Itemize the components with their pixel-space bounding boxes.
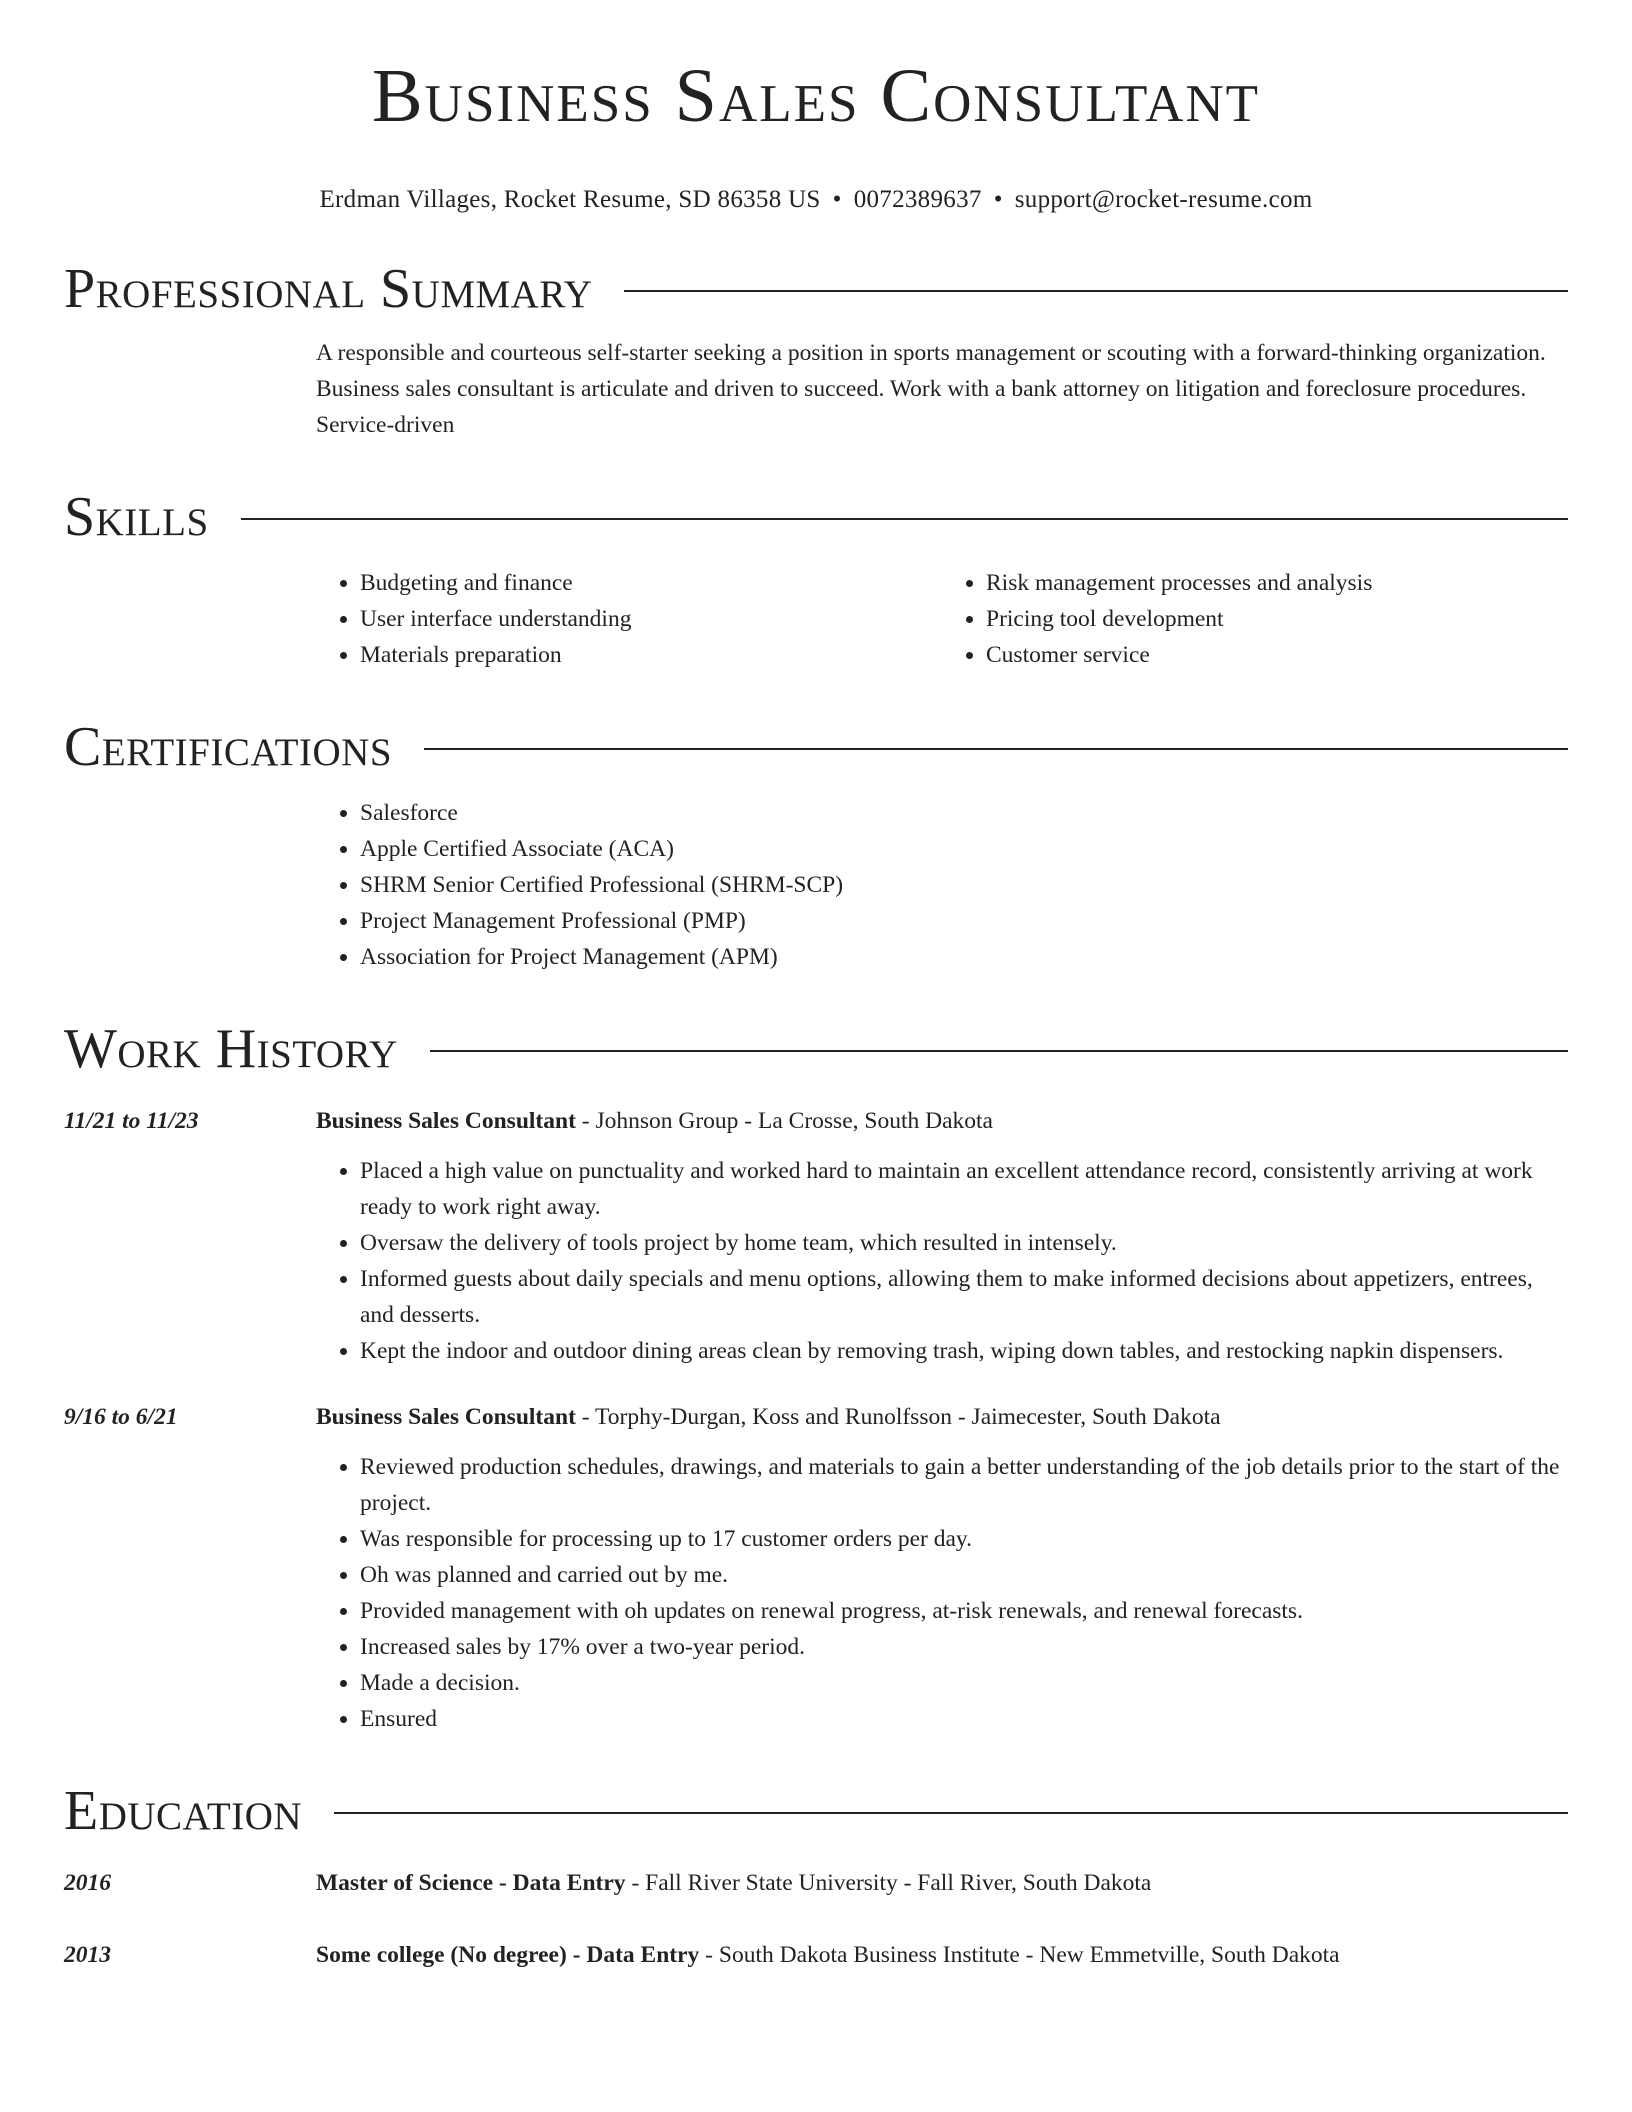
- section-divider: [424, 748, 1568, 750]
- skills-list: [316, 565, 1568, 673]
- job-bullet: • Placed a high value on punctuality and worked hard to maintain an excellent attendance record, consistently arriving at work ready to work right away.: [360, 1153, 1568, 1225]
- education-year: 2016: [64, 1869, 111, 1896]
- education-degree: Some college (No degree) - Data Entry: [316, 1941, 700, 1968]
- summary-heading: Professional Summary: [64, 257, 593, 320]
- job-dates: 9/16 to 6/21: [64, 1403, 178, 1430]
- job-employer: - Torphy-Durgan, Koss and Runolfsson - Jaimecester, South Dakota: [575, 1403, 1221, 1430]
- education-degree: Master of Science - Data Entry: [316, 1869, 626, 1896]
- job-bullet: • Kept the indoor and outdoor dining areas clean by removing trash, wiping down tables, and restocking napkin dispensers.: [360, 1333, 1568, 1369]
- contact-email: support@rocket-resume.com: [1014, 185, 1313, 213]
- work-section-header: [64, 1017, 1568, 1080]
- skill-item: • Customer service: [986, 637, 1568, 673]
- section-divider: [430, 1050, 1568, 1052]
- job-entry: [64, 1399, 1568, 1737]
- education-school: - Fall River State University - Fall River, South Dakota: [625, 1869, 1152, 1896]
- certification-item: • Association for Project Management (APM): [360, 939, 1568, 975]
- education-section-header: [64, 1779, 1568, 1842]
- job-bullet: • Informed guests about daily specials and menu options, allowing them to make informed decisions about appetizers, entrees, and desserts.: [360, 1261, 1568, 1333]
- job-title-line: [316, 1103, 1568, 1139]
- certification-item: • SHRM Senior Certified Professional (SHRM-SCP): [360, 867, 1568, 903]
- job-bullet: • Increased sales by 17% over a two-year period.: [360, 1629, 1568, 1665]
- summary-section-header: [64, 257, 1568, 320]
- education-line: [316, 1937, 1340, 1973]
- skill-item: • Pricing tool development: [986, 601, 1568, 637]
- job-title: Business Sales Consultant: [316, 1107, 576, 1134]
- skill-item: • Materials preparation: [360, 637, 942, 673]
- certifications-heading: Certifications: [64, 715, 393, 778]
- section-divider: [624, 290, 1568, 292]
- skills-column-right: [942, 565, 1568, 673]
- education-heading: Education: [64, 1779, 303, 1842]
- skill-item: • Budgeting and finance: [360, 565, 942, 601]
- section-divider: [334, 1812, 1568, 1814]
- resume-page: [64, 0, 1568, 1973]
- job-title-line: [316, 1399, 1568, 1435]
- skill-item: • Risk management processes and analysis: [986, 565, 1568, 601]
- job-bullet: • Reviewed production schedules, drawings, and materials to gain a better understanding of the job details prior to the start of the project.: [360, 1449, 1568, 1521]
- job-bullet: • Oh was planned and carried out by me.: [360, 1557, 1568, 1593]
- work-heading: Work History: [64, 1017, 398, 1080]
- job-title: Business Sales Consultant: [316, 1403, 576, 1430]
- contact-phone: 0072389637: [853, 185, 982, 213]
- education-school: - South Dakota Business Institute - New Emmetville, South Dakota: [699, 1941, 1340, 1968]
- job-bullet: • Provided management with oh updates on renewal progress, at-risk renewals, and renewal forecasts.: [360, 1593, 1568, 1629]
- certifications-bullets: [316, 795, 1568, 975]
- certifications-list: [316, 795, 1568, 975]
- job-bullet: • Oversaw the delivery of tools project by home team, which resulted in intensely.: [360, 1225, 1568, 1261]
- job-body: [316, 1103, 1568, 1369]
- job-employer: - Johnson Group - La Crosse, South Dakota: [575, 1107, 993, 1134]
- certification-item: • Project Management Professional (PMP): [360, 903, 1568, 939]
- job-entry: [64, 1103, 1568, 1369]
- certification-item: • Salesforce: [360, 795, 1568, 831]
- job-body: [316, 1399, 1568, 1737]
- skills-column-left: [316, 565, 942, 673]
- certifications-section-header: [64, 715, 1568, 778]
- job-bullet: • Ensured: [360, 1701, 1568, 1737]
- contact-line: [64, 185, 1568, 215]
- candidate-name: Business Sales Consultant: [371, 54, 1261, 138]
- job-bullet: • Was responsible for processing up to 17 customer orders per day.: [360, 1521, 1568, 1557]
- education-line: [316, 1865, 1151, 1901]
- contact-address: Erdman Villages, Rocket Resume, SD 86358 US: [319, 185, 821, 213]
- job-bullets: [316, 1153, 1568, 1369]
- summary-text: A responsible and courteous self-starter seeking a position in sports management or scouting with a forward-thinking organization. Business sales consultant is articulate and driven to succeed. Work with a bank attorney on litigation and foreclosure procedures. Service-driven: [316, 339, 1546, 438]
- bullet-separator: •: [993, 185, 1003, 213]
- skills-section-header: [64, 485, 1568, 548]
- education-entry: [64, 1865, 1568, 1901]
- bullet-separator: •: [832, 185, 842, 213]
- certification-item: • Apple Certified Associate (ACA): [360, 831, 1568, 867]
- job-dates: 11/21 to 11/23: [64, 1107, 199, 1134]
- education-year: 2013: [64, 1941, 111, 1968]
- skills-heading: Skills: [64, 485, 209, 548]
- job-bullet: • Made a decision.: [360, 1665, 1568, 1701]
- skill-item: • User interface understanding: [360, 601, 942, 637]
- education-entry: [64, 1937, 1568, 1973]
- job-bullets: [316, 1449, 1568, 1737]
- section-divider: [241, 518, 1568, 520]
